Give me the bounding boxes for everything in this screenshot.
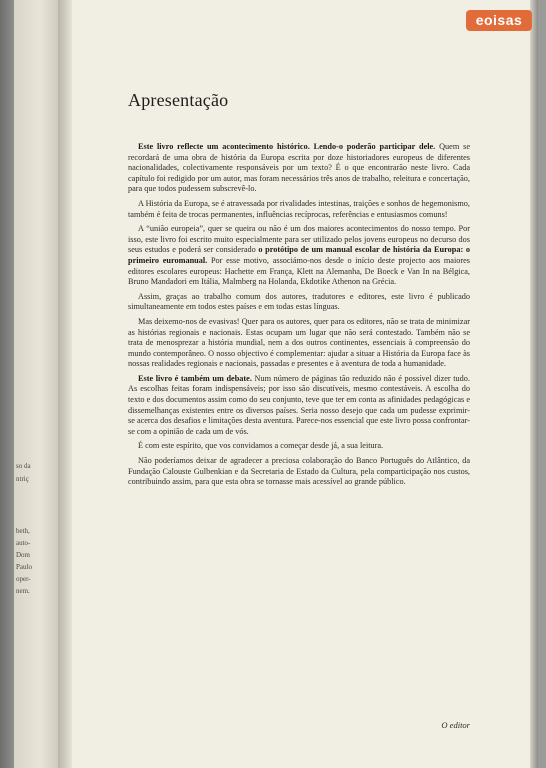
paragraph-text: Num número de páginas tão reduzido não é possível dizer tudo. As escolhas feitas foram indispensáveis; por isso são discutíveis, mesmo contestáveis. A escolha do texto e dos documentos assim como do seu conjunto, teve que ter em conta as afinidades pedagógicas e dissemelhanças existentes entre os diversos países. Seria nosso desejo que cada um pudesse exprimir-se acerca dos desafios e limitações desta aventura. Parece-nos essencial que este livro possa confrontar-se com a opinião de cada um de vós. <box>128 373 470 436</box>
paragraph <box>128 456 470 488</box>
paragraph-lead: Este livro reflecte um acontecimento histórico. Lendo-o poderão participar dele. <box>138 142 436 151</box>
page-edge-shadow <box>530 0 538 768</box>
previous-page-fragment: nem. <box>16 587 30 595</box>
book-binding-shadow <box>0 0 14 768</box>
paragraph-text: Quem se recordará de uma obra de história da Europa escrita por doze historiadores europeus de diferentes nacionalidades, colectivamente responsáveis por um texto? É o que encontrarão neste livro. Cada capítulo foi redigido por um autor, mas foram necessários três anos de trabalho, releitura e concertação, para que todos pudessem subscrevê-lo. <box>128 142 470 194</box>
paragraph-text: A História da Europa, se é atravessada por rivalidades intestinas, traições e sonhos de hegemonismo, também é feita de trocas permanentes, influências recíprocas, referências e entusiasmos comuns! <box>128 198 470 219</box>
paragraph <box>128 292 470 313</box>
paragraph <box>128 317 470 370</box>
paragraph-text: É com este espírito, que vos convidamos a começar desde já, a sua leitura. <box>138 441 384 451</box>
previous-page-fragment: oper- <box>16 575 31 583</box>
paragraph-text: Não poderíamos deixar de agradecer a preciosa colaboração do Banco Português do Atlântico, da Fundação Calouste Gulbenkian e da Secretaria de Estado da Cultura, pela comparticipação nos custos, contribuindo assim, para que esta obra se tornasse mais acessível ao grande público. <box>128 456 470 487</box>
previous-page-fragment: Paulo <box>16 563 32 571</box>
previous-page-fragment: so da <box>16 462 31 470</box>
previous-page-fragment: auto- <box>16 539 31 547</box>
paragraph-emphasis: o protótipo de um manual escolar de história da Europa: o primeiro euromanual. <box>128 245 471 265</box>
paragraph <box>128 199 470 220</box>
signature: O editor <box>441 720 470 730</box>
paragraph-text: Mas deixemo-nos de evasivas! Quer para os autores, quer para os editores, não se trata de minimizar as histórias regionais e nacionais. Estas ocupam um lugar que não será contestado. Também não se trata de menosprezar a história mundial, nem a dos outros continentes, essenciais à compreensão do mundo contemporâneo. O nosso objectivo é complementar: ajudar a situar a História da Europa face às nossas realidades regionais e nacionais, passadas e presentes e à aventura de toda a humanidade. <box>128 316 470 369</box>
paragraph-text: Assim, graças ao trabalho comum dos autores, tradutores e editores, este livro é publicado simultaneamente em todos estes países e em todas estas línguas. <box>128 291 470 312</box>
previous-page-fragment: Dom <box>16 551 30 559</box>
body-text <box>128 142 470 492</box>
watermark-logo: eoisas <box>466 10 532 31</box>
paragraph-text: Por esse motivo, associámo-nos desde o início deste projecto aos maiores editores escolares europeus: Hachette em França, Klett na Alemanha, De Boeck e Van In na Bélgica, Bruno Mandadori em Itália, Malmberg na Holanda, Ekdotike Athenon na Grécia. <box>128 255 470 287</box>
document-page <box>72 0 538 768</box>
paragraph <box>128 224 470 288</box>
previous-page-edge <box>14 0 58 768</box>
paragraph <box>128 374 470 438</box>
paragraph-lead: Este livro é também um debate. <box>138 373 252 383</box>
paragraph <box>128 142 470 195</box>
page-title: Apresentação <box>128 90 229 110</box>
paragraph-text: A “união europeia”, quer se queira ou não é um dos maiores acontecimentos do nosso tempo. Por isso, este livro foi escrito muito especialmente para ser utilizado pelos jovens europeus no decurso dos seus estudos e poderá ser considerado <box>128 224 470 255</box>
previous-page-fragment: beth, <box>16 527 30 535</box>
page-gutter <box>58 0 72 768</box>
previous-page-fragment: ntriç <box>16 475 29 483</box>
paragraph <box>128 441 470 452</box>
